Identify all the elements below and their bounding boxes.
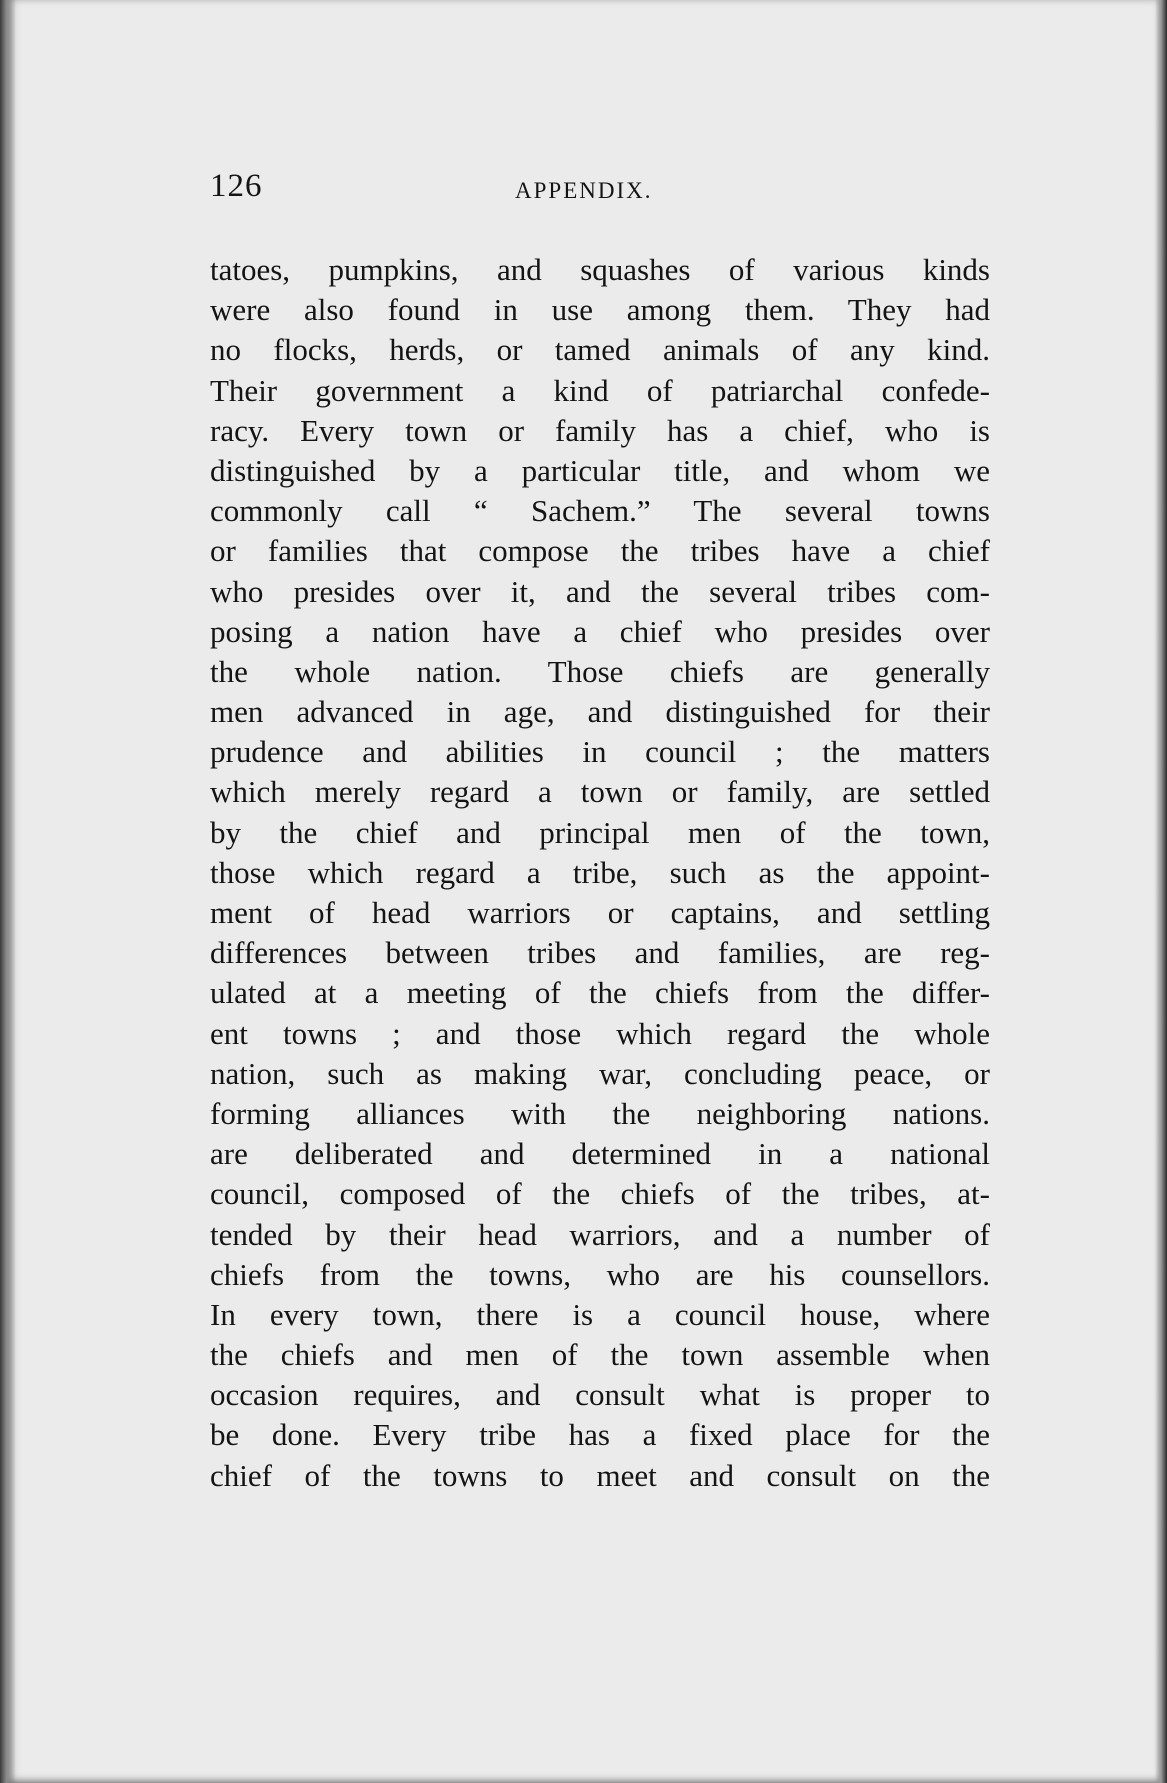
page-number: 126 (210, 168, 263, 204)
text-line: In every town, there is a council house, where (210, 1296, 990, 1332)
text-line: chief of the towns to meet and consult on the (210, 1457, 990, 1493)
text-line: those which regard a tribe, such as the appoint- (210, 854, 990, 890)
text-line: tended by their head warriors, and a number of (210, 1216, 990, 1252)
text-line: ent towns ; and those which regard the whole (210, 1015, 990, 1051)
page-header (210, 168, 990, 208)
page-right-edge (1155, 0, 1167, 1783)
page-left-edge (0, 0, 16, 1783)
text-line: who presides over it, and the several tribes com- (210, 573, 990, 609)
text-line: racy. Every town or family has a chief, who is (210, 412, 990, 448)
text-line: occasion requires, and consult what is proper to (210, 1377, 990, 1413)
text-line: council, composed of the chiefs of the tribes, at- (210, 1176, 990, 1212)
text-line: prudence and abilities in council ; the matters (210, 734, 990, 770)
text-line: forming alliances with the neighboring nations. (210, 1095, 990, 1131)
text-line: the chiefs and men of the town assemble when (210, 1337, 990, 1373)
text-line: Their government a kind of patriarchal confede- (210, 372, 990, 408)
text-line: distinguished by a particular title, and whom we (210, 452, 990, 488)
text-line: were also found in use among them. They had (210, 292, 990, 328)
text-line: differences between tribes and families, are reg- (210, 935, 990, 971)
text-line: chiefs from the towns, who are his counsellors. (210, 1256, 990, 1292)
text-line: which merely regard a town or family, are settled (210, 774, 990, 810)
text-line: the whole nation. Those chiefs are generally (210, 653, 990, 689)
text-line: are deliberated and determined in a national (210, 1136, 990, 1172)
text-line: nation, such as making war, concluding peace, or (210, 1055, 990, 1091)
text-line: ulated at a meeting of the chiefs from the differ- (210, 975, 990, 1011)
text-line: posing a nation have a chief who presides over (210, 613, 990, 649)
text-line: men advanced in age, and distinguished for their (210, 694, 990, 730)
text-line: by the chief and principal men of the town, (210, 814, 990, 850)
text-line: tatoes, pumpkins, and squashes of various kinds (210, 252, 990, 287)
text-line: ment of head warriors or captains, and settling (210, 895, 990, 930)
running-head: APPENDIX. (515, 178, 653, 203)
text-line: or families that compose the tribes have a chief (210, 533, 990, 569)
body-text (210, 250, 990, 1496)
text-line: commonly call “ Sachem.” The several towns (210, 493, 990, 529)
text-line: be done. Every tribe has a fixed place for the (210, 1417, 990, 1453)
text-line: no flocks, herds, or tamed animals of any kind. (210, 332, 990, 368)
